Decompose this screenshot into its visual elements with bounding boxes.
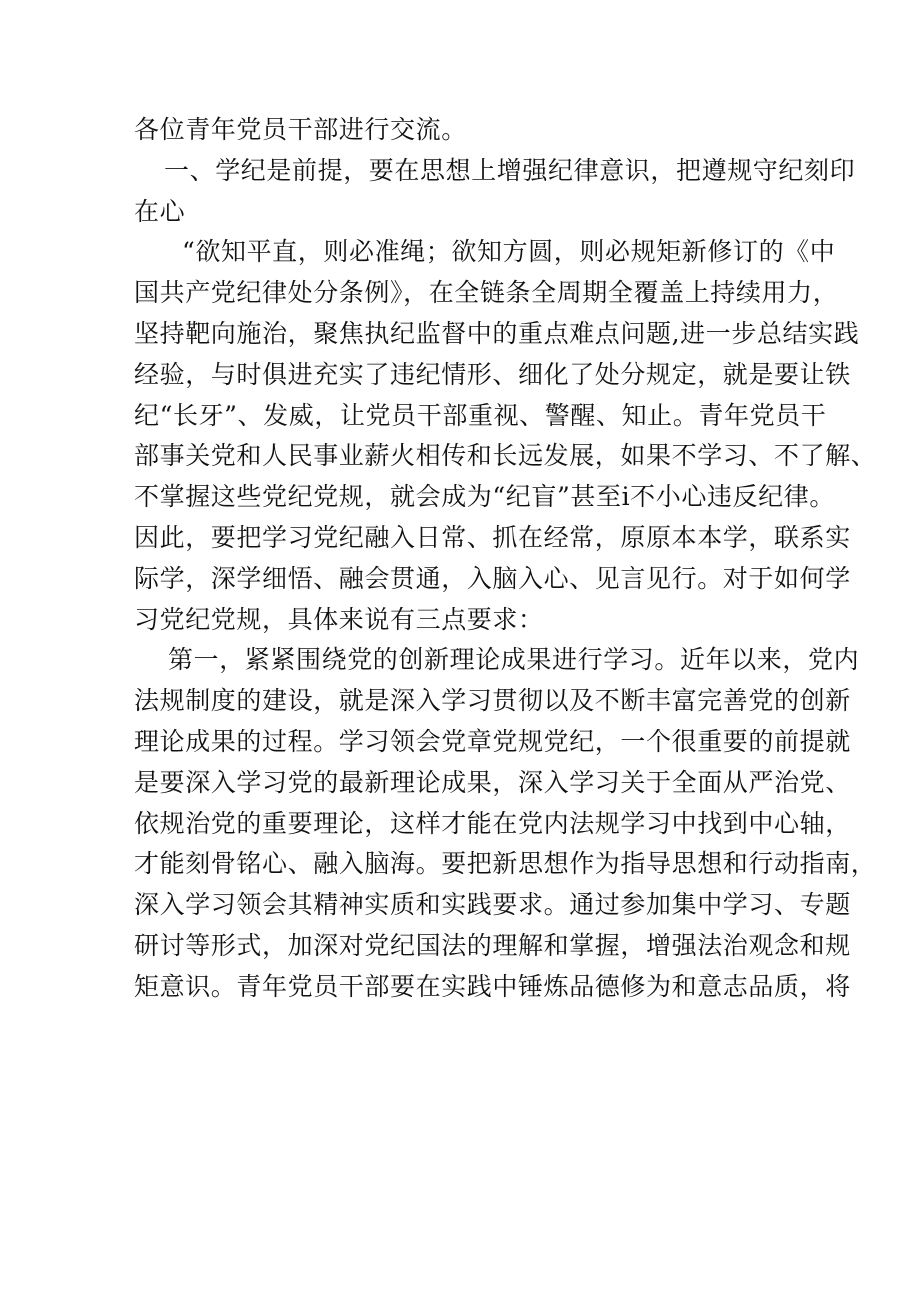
body-line: 研讨等形式，加深对党纪国法的理解和掌握，增强法治观念和规 — [134, 930, 851, 960]
body-line: 是要深入学习党的最新理论成果，深入学习关于全面从严治党、 — [134, 767, 851, 797]
section-heading-line: 一、学纪是前提，要在思想上增强纪律意识，把遵规守纪刻印 — [164, 155, 856, 185]
body-line: 第一，紧紧围绕党的创新理论成果进行学习。近年以来，党内 — [168, 645, 860, 675]
body-line: 依规治党的重要理论，这样才能在党内法规学习中找到中心轴， — [134, 808, 851, 838]
document-body — [134, 110, 877, 1008]
body-line: “欲知平直，则必准绳；欲知方圆，则必规矩新修订的《中 — [182, 237, 836, 267]
body-line: 因此，要把学习党纪融入日常、抓在经常，原原本本学，联系实 — [134, 522, 851, 552]
body-line: 理论成果的过程。学习领会党章党规党纪，一个很重要的前提就 — [134, 726, 851, 756]
body-line: 纪“长牙”、发威，让党员干部重视、警醒、知止。青年党员干 — [134, 400, 827, 430]
body-line: 际学，深学细悟、融会贯通，入脑入心、见言见行。对于如何学 — [134, 563, 851, 593]
body-line: 国共产党纪律处分条例》，在全链条全周期全覆盖上持续用力， — [134, 278, 839, 308]
body-line: 部事关党和人民事业薪火相传和长远发展，如果不学习、不了解、 — [134, 441, 877, 471]
body-line: 才能刻骨铭心、融入脑海。要把新思想作为指导思想和行动指南， — [134, 849, 877, 879]
body-line: 各位青年党员干部进行交流。 — [134, 115, 467, 144]
body-line: 经验，与时俱进充实了违纪情形、细化了处分规定，就是要让铁 — [134, 359, 851, 389]
body-line: 深入学习领会其精神实质和实践要求。通过参加集中学习、专题 — [134, 890, 851, 920]
body-line: 法规制度的建设，就是深入学习贯彻以及不断丰富完善党的创新 — [134, 686, 851, 716]
body-line: 坚持靶向施治，聚焦执纪监督中的重点难点问题,进一步总结实践 — [134, 318, 860, 348]
body-line: 不掌握这些党纪党规，就会成为“纪盲”甚至i不小心违反纪律。 — [134, 482, 835, 512]
body-line: 矩意识。青年党员干部要在实践中锤炼品德修为和意志品质，将 — [134, 971, 851, 1001]
body-line: 习党纪党规，具体来说有三点要求： — [134, 604, 544, 634]
section-heading-line: 在心 — [134, 196, 186, 226]
